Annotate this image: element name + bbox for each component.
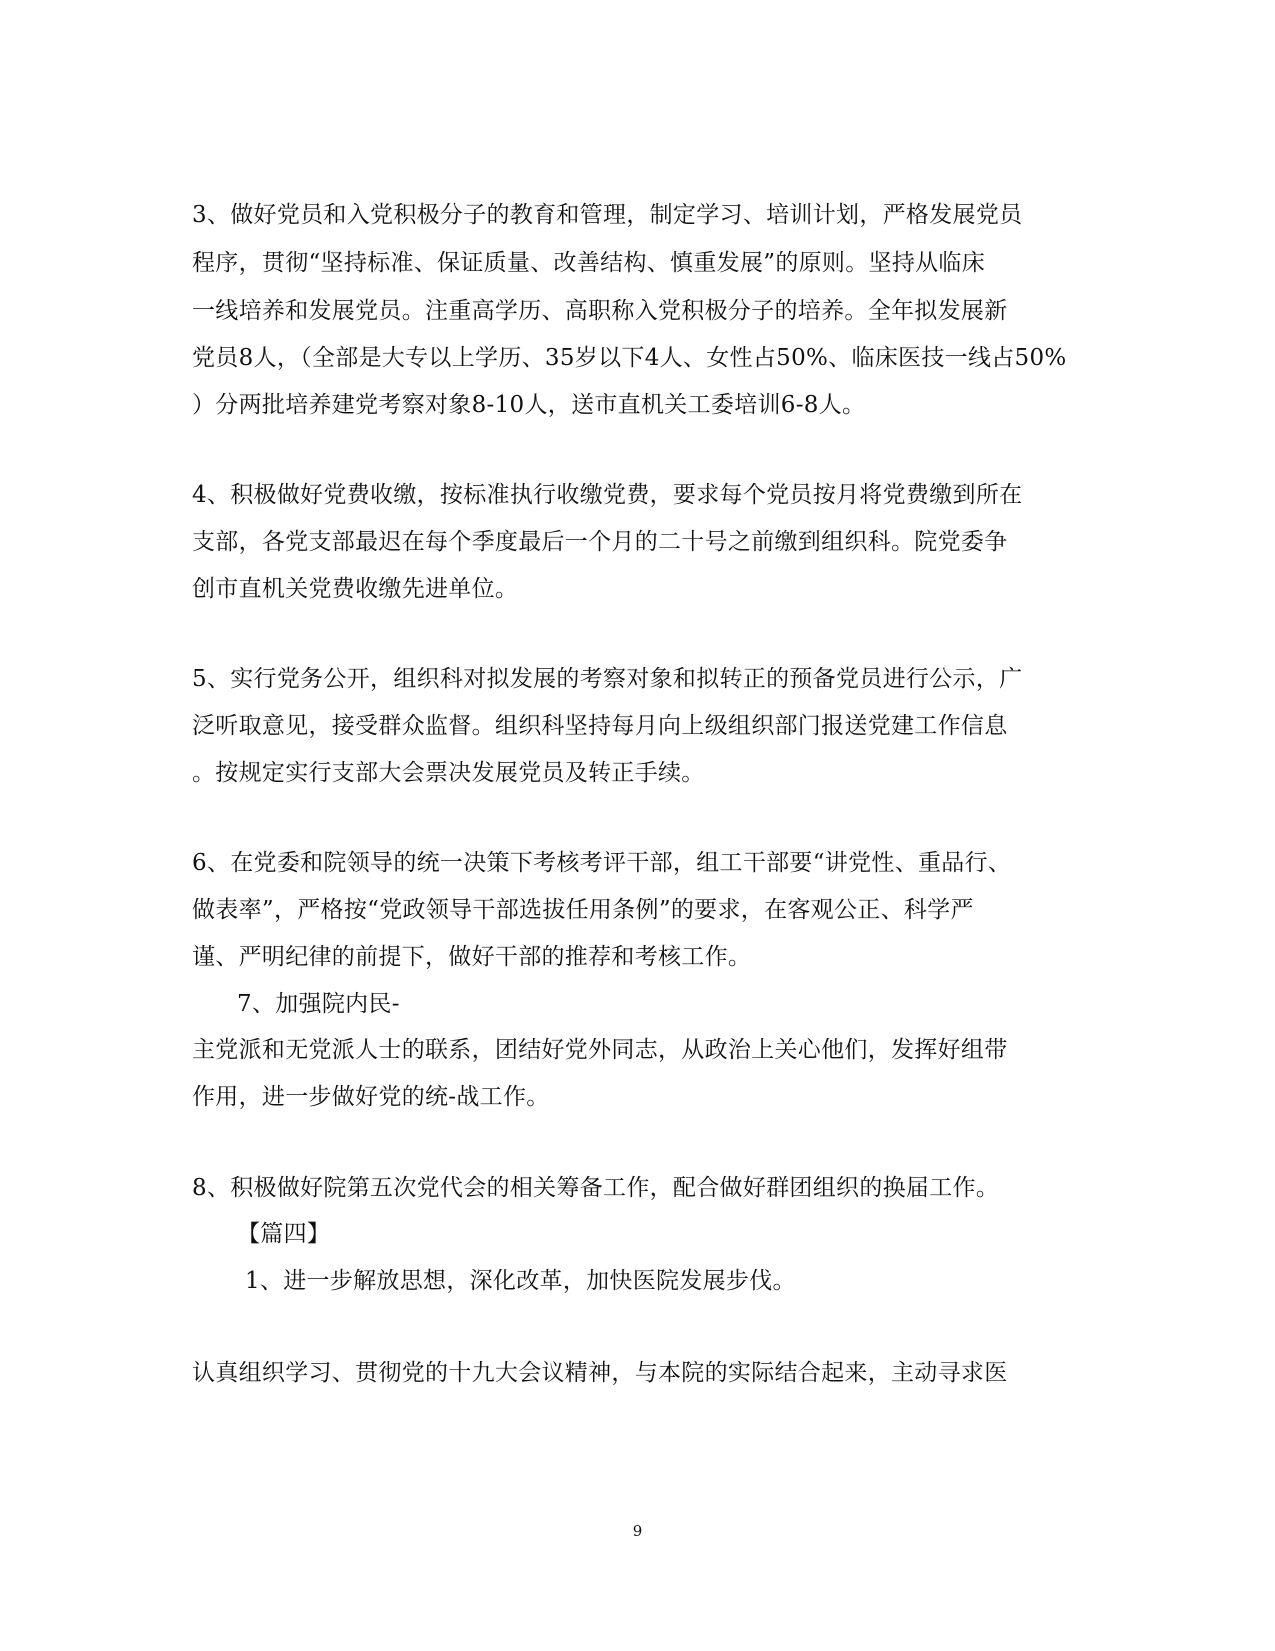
text-line: 泛听取意见，接受群众监督。组织科坚持每月向上级组织部门报送党建工作信息 xyxy=(192,713,1008,739)
text-line: 6、在党委和院领导的统一决策下考核考评干部，组工干部要“讲党性、重品行、 xyxy=(192,850,1012,876)
text-line: 。按规定实行支部大会票决发展党员及转正手续。 xyxy=(192,760,705,786)
text-line: 3、做好党员和入党积极分子的教育和管理，制定学习、培训计划，严格发展党员 xyxy=(192,202,1023,228)
text-line: 程序，贯彻“坚持标准、保证质量、改善结构、慎重发展”的原则。坚持从临床 xyxy=(192,250,986,276)
text-line: 党员8人，（全部是大专以上学历、35岁以下4人、女性占50%、临床医技一线占50% xyxy=(192,345,1067,371)
text-line: 8、积极做好院第五次党代会的相关筹备工作，配合做好群团组织的换届工作。 xyxy=(192,1175,1000,1201)
text-line: 做表率”，严格按“党政领导干部选拔任用条例”的要求，在客观公正、科学严 xyxy=(192,897,974,923)
text-line: 5、实行党务公开，组织科对拟发展的考察对象和拟转正的预备党员进行公示，广 xyxy=(192,666,1023,692)
text-line: 1、进一步解放思想，深化改革，加快医院发展步伐。 xyxy=(245,1268,796,1294)
text-line: 支部，各党支部最迟在每个季度最后一个月的二十号之前缴到组织科。院党委争 xyxy=(192,529,1008,555)
text-line: 主党派和无党派人士的联系，团结好党外同志，从政治上关心他们，发挥好组带 xyxy=(192,1037,1008,1063)
section-heading: 【篇四】 xyxy=(237,1221,331,1247)
text-line: 认真组织学习、贯彻党的十九大会议精神，与本院的实际结合起来，主动寻求医 xyxy=(192,1360,1008,1386)
text-line: 作用，进一步做好党的统-战工作。 xyxy=(192,1084,550,1110)
text-line: 谨、严明纪律的前提下，做好干部的推荐和考核工作。 xyxy=(192,944,752,970)
text-line: 7、加强院内民- xyxy=(237,991,400,1017)
text-line: 创市直机关党费收缴先进单位。 xyxy=(192,576,519,602)
page-number: 9 xyxy=(632,1522,643,1540)
text-line: 一线培养和发展党员。注重高学历、高职称入党积极分子的培养。全年拟发展新 xyxy=(192,298,1008,324)
text-line: 4、积极做好党费收缴，按标准执行收缴党费，要求每个党员按月将党费缴到所在 xyxy=(192,482,1023,508)
text-line: ）分两批培养建党考察对象8-10人，送市直机关工委培训6-8人。 xyxy=(192,392,866,418)
